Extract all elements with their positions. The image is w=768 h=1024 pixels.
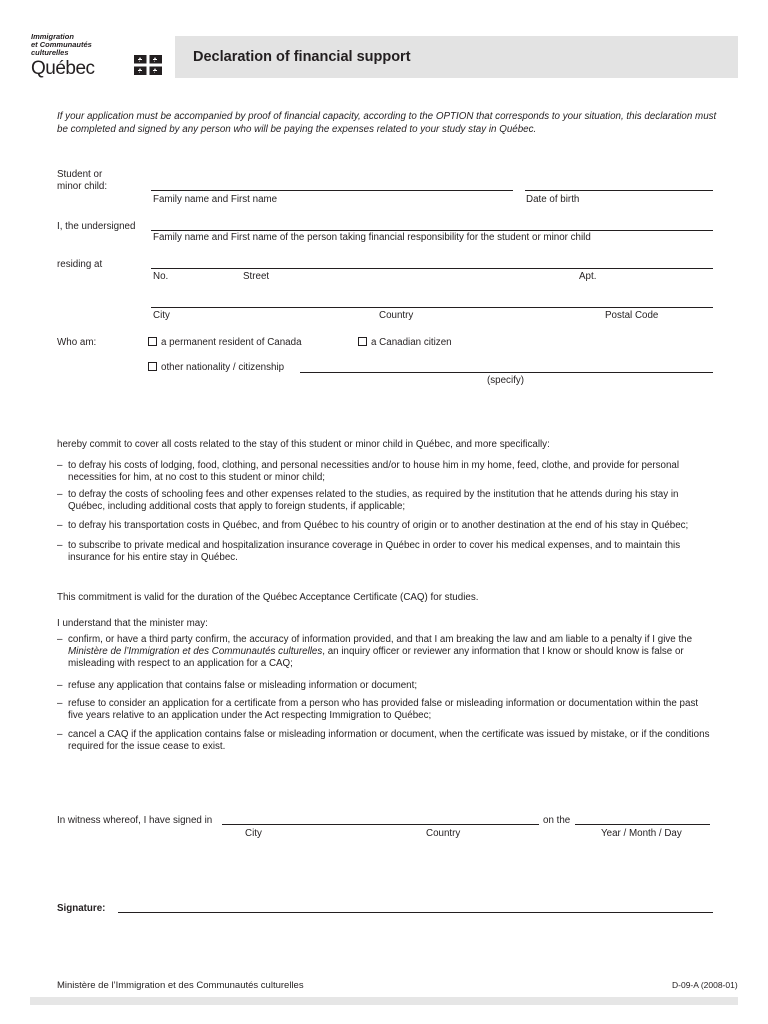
resident-checkbox[interactable]: [148, 337, 157, 346]
witness-city-caption: City: [245, 828, 262, 839]
understand-item: – cancel a CAQ if the application contains false or misleading information or document, when the certificate was issued by mistake, or if the conditions required for the issue cease to exist.: [57, 729, 710, 752]
address-country-caption: Country: [379, 310, 414, 321]
student-name-caption: Family name and First name: [153, 194, 278, 205]
resident-option-label: a permanent resident of Canada: [161, 337, 302, 348]
quebec-wordmark: Québec: [31, 58, 95, 79]
signed-date-field[interactable]: [575, 824, 710, 825]
commit-item: – to defray his transportation costs in Québec, and from Québec to his country of origin or to another destination at the end of his stay in Québec;: [57, 520, 689, 531]
logo-line-3: culturelles: [31, 48, 69, 57]
student-label-line-2: minor child:: [57, 181, 108, 192]
commit-item: – to defray the costs of schooling fees and other expenses related to the studies, as required by the institution that he attends during his stay in Québec, including additional costs that apply to foreign students, if applicable;: [57, 489, 679, 512]
intro-text: If your application must be accompanied by proof of financial capacity, according to the OPTION that corresponds to your situation, this declaration must be completed and signed by any person who will be paying the expenses related to your study stay in Québec.: [57, 111, 717, 135]
citizen-option-label: a Canadian citizen: [371, 337, 452, 348]
ministry-name-italic: Ministère de l’Immigration et des Communautés culturelles: [68, 646, 323, 657]
citizen-checkbox[interactable]: [358, 337, 367, 346]
validity-text: This commitment is valid for the duration of the Québec Acceptance Certificate (CAQ) for studies.: [57, 592, 479, 603]
ministry-logo-text: [31, 33, 92, 57]
guarantor-name-caption: Family name and First name of the person taking financial responsibility for the student or minor child: [153, 232, 591, 243]
address-city-field[interactable]: [151, 307, 713, 308]
address-postal-caption: Postal Code: [605, 310, 659, 321]
commit-item: – to defray his costs of lodging, food, clothing, and personal necessities and/or to house him in my home, feed, clothe, and provide for personal necessities for him, at no cost to this student or minor child;: [57, 460, 680, 483]
resident-option[interactable]: [148, 337, 302, 348]
residing-label: residing at: [57, 259, 103, 270]
understand-item: – refuse to consider an application for a certificate from a person who has provided false or misleading information or documentation within the past five years relative to an application under the Act respecting Immigration to Québec;: [57, 698, 699, 721]
commit-intro: hereby commit to cover all costs related to the stay of this student or minor child in Québec, and more specifically:: [57, 439, 550, 450]
student-label-line-1: Student or: [57, 169, 103, 180]
address-no-caption: No.: [153, 271, 169, 282]
guarantor-name-field[interactable]: [151, 230, 713, 231]
specify-caption: (specify): [487, 375, 525, 386]
student-name-field[interactable]: [151, 190, 513, 191]
footer-ministry: Ministère de l’Immigration et des Communautés culturelles: [57, 980, 304, 991]
student-dob-caption: Date of birth: [526, 194, 580, 205]
undersigned-label: I, the undersigned: [57, 221, 136, 232]
citizen-option[interactable]: [358, 337, 452, 348]
other-nationality-checkbox[interactable]: [148, 362, 157, 371]
address-street-field[interactable]: [151, 268, 713, 269]
logo-line-2: et Communautés: [31, 40, 92, 49]
status-label: Who am:: [57, 337, 97, 348]
on-the-text: on the: [543, 815, 571, 826]
other-nationality-field[interactable]: [300, 372, 713, 373]
logo-line-1: Immigration: [31, 32, 74, 41]
witness-text: In witness whereof, I have signed in: [57, 815, 213, 826]
address-street-caption: Street: [243, 271, 270, 282]
witness-date-caption: Year / Month / Day: [601, 828, 682, 839]
signature-field[interactable]: [118, 912, 713, 913]
understand-item: – refuse any application that contains false or misleading information or document;: [57, 680, 418, 691]
address-city-caption: City: [153, 310, 170, 321]
address-apt-caption: Apt.: [579, 271, 597, 282]
commit-item: – to subscribe to private medical and hospitalization insurance coverage in Québec in order to cover his medical expenses, and to maintain this insurance for his entire stay in Québec.: [57, 540, 681, 563]
other-nationality-label: other nationality / citizenship: [161, 362, 285, 373]
other-nationality-option[interactable]: [148, 362, 284, 373]
quebec-flag-icon: [134, 55, 162, 75]
signature-label: Signature:: [57, 903, 106, 914]
form-code: D-09-A (2008-01): [672, 980, 738, 990]
signed-place-field[interactable]: [222, 824, 539, 825]
understand-item: – confirm, or have a third party confirm, the accuracy of information provided, and that I am breaking the law and am liable to a penalty if I give the Ministère de l’Immigration et des Communautés culturelles, an inquiry officer or reviewer any information that I know or should know is false or misleading with respect to an application for a CAQ;: [57, 634, 693, 669]
understand-intro: I understand that the minister may:: [57, 618, 208, 629]
bottom-bar: [30, 997, 738, 1005]
page-title: Declaration of financial support: [193, 49, 411, 65]
student-dob-field[interactable]: [525, 190, 713, 191]
witness-country-caption: Country: [426, 828, 461, 839]
